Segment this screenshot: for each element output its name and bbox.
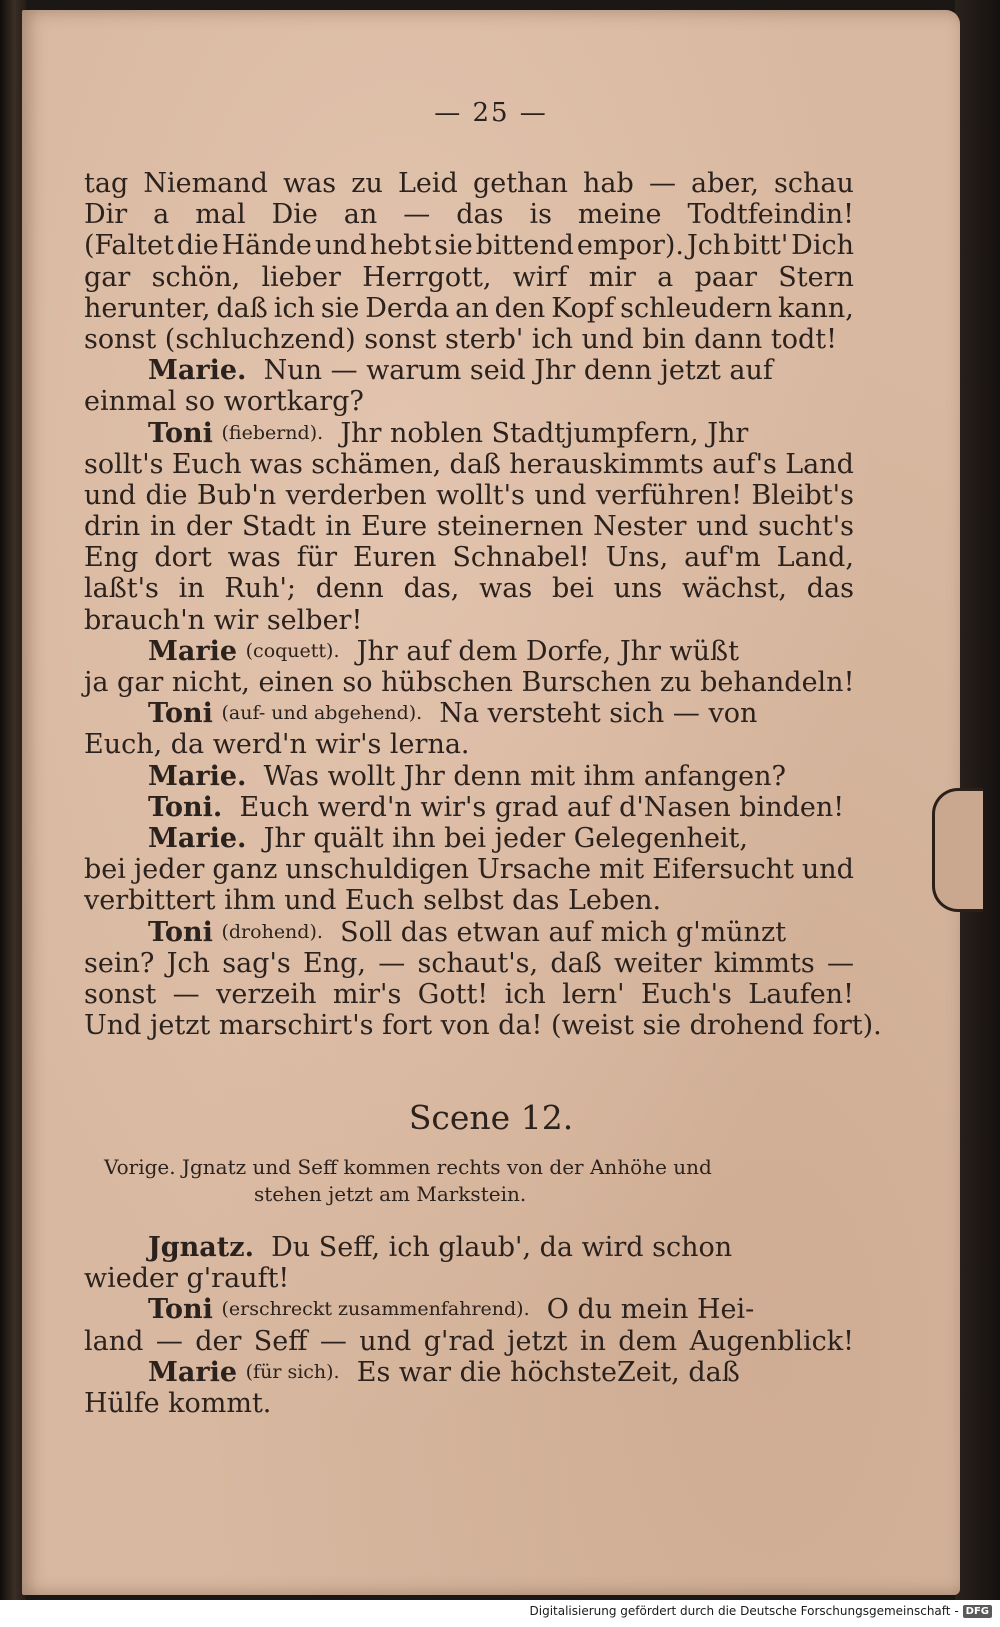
word: der xyxy=(195,1325,242,1357)
page-number: — 25 — xyxy=(434,98,548,128)
word: Dich xyxy=(791,230,854,262)
speaker-name: Marie xyxy=(148,1356,238,1388)
text-line xyxy=(84,511,854,542)
word: verderben xyxy=(285,479,427,511)
word: schau xyxy=(774,168,854,199)
word: — xyxy=(648,168,676,199)
word: Jch xyxy=(686,230,731,262)
text-line xyxy=(84,667,854,698)
word: sie xyxy=(320,292,360,324)
word: Uns, xyxy=(605,542,669,574)
speech-line xyxy=(84,698,854,729)
word: g'rad xyxy=(423,1325,495,1357)
text-line xyxy=(84,729,854,760)
word: Eng xyxy=(84,542,139,574)
word: hab xyxy=(583,168,634,199)
text-line xyxy=(84,480,854,511)
word: ganz xyxy=(212,854,278,886)
word: und xyxy=(84,479,137,511)
word: uns xyxy=(613,573,663,605)
word: in xyxy=(325,511,352,543)
word: in xyxy=(579,1325,606,1357)
scene-heading: Scene 12. xyxy=(408,1098,574,1137)
word: und xyxy=(534,479,587,511)
speaker-name: Toni xyxy=(148,916,213,948)
cast-line: stehen jetzt am Markstein. xyxy=(254,1182,527,1206)
word: Hände xyxy=(221,230,312,262)
word: herauskimmts xyxy=(509,448,704,480)
speaker-name: Marie. xyxy=(148,822,247,854)
word: lern' xyxy=(562,978,625,1010)
text-line xyxy=(84,1263,854,1294)
book-page xyxy=(22,10,960,1595)
speech-line xyxy=(84,1357,854,1388)
speaker-name: Marie. xyxy=(148,760,247,792)
word: denn xyxy=(315,573,384,605)
word: in xyxy=(178,573,205,605)
word: Land, xyxy=(776,542,854,574)
text-line xyxy=(84,199,854,230)
word: — xyxy=(378,947,406,979)
stage-direction: (drohend). xyxy=(221,920,323,943)
word: a xyxy=(657,261,674,293)
speaker-name: Toni. xyxy=(148,791,223,823)
word: mir xyxy=(588,261,636,293)
word: Stadt xyxy=(241,511,316,543)
word: Bub'n xyxy=(196,479,277,511)
word: schämen, xyxy=(311,448,442,480)
text-line xyxy=(84,1010,882,1042)
speech-text: O du mein Hei- xyxy=(546,1294,755,1326)
word: Eng, xyxy=(303,947,366,979)
speaker-name: Toni xyxy=(148,698,213,730)
text-line xyxy=(84,542,854,573)
line-text: Hülfe kommt. xyxy=(84,1387,272,1419)
word: die xyxy=(176,230,219,262)
line-text: Euch, da werd'n wir's lerna. xyxy=(84,729,470,761)
word: sie xyxy=(434,230,473,262)
word: zu xyxy=(351,168,383,199)
word: mal xyxy=(195,199,246,231)
text-line xyxy=(84,324,854,355)
word: Ursache xyxy=(477,854,592,886)
word: sag's xyxy=(222,947,291,979)
word: den xyxy=(494,292,546,324)
speaker-name: Marie xyxy=(148,635,238,667)
word: Land xyxy=(785,448,854,480)
word: Augenblick! xyxy=(689,1325,854,1357)
word: gar xyxy=(84,261,131,293)
text-line xyxy=(84,854,854,885)
stage-direction: (für sich). xyxy=(245,1360,340,1383)
speech-text: Soll das etwan auf mich g'münzt xyxy=(340,916,787,948)
word: meine xyxy=(577,199,662,231)
word: daß xyxy=(449,448,501,480)
word: Kopf xyxy=(551,292,615,324)
word: jetzt xyxy=(507,1325,568,1357)
speaker-name: Toni xyxy=(148,1294,213,1326)
text-line xyxy=(84,948,854,979)
line-text: verbittert ihm und Euch selbst das Leben. xyxy=(84,885,662,917)
word: — xyxy=(319,1325,347,1357)
line-text: einmal so wortkarg? xyxy=(84,386,364,418)
speech-text: Na versteht sich — von xyxy=(439,698,758,730)
word: Euren xyxy=(353,542,437,574)
text-line xyxy=(84,293,854,324)
word: schaut's, xyxy=(417,947,539,979)
text-line xyxy=(84,605,854,636)
word: sonst xyxy=(84,978,157,1010)
word: Schnabel! xyxy=(452,542,590,574)
speech-text: Jhr quält ihn bei jeder Gelegenheit, xyxy=(263,822,748,854)
cast-line: Vorige. Jgnatz und Seff kommen rechts von der Anhöhe und xyxy=(104,1155,712,1179)
word: bei xyxy=(84,854,126,886)
text-line xyxy=(84,1326,854,1357)
stage-direction: (auf- und abgehend). xyxy=(221,702,423,725)
stage-direction: (coquett). xyxy=(245,639,340,662)
word: Jch xyxy=(166,947,210,979)
word: sollt's xyxy=(84,448,164,480)
word: herunter, xyxy=(84,292,211,324)
word: und xyxy=(696,511,749,543)
word: drin xyxy=(84,511,141,543)
speech-line xyxy=(84,418,854,449)
word: das xyxy=(806,573,854,605)
speaker-name: Marie. xyxy=(148,355,247,387)
speech-text: Jhr noblen Stadtjumpfern, Jhr xyxy=(340,417,749,449)
text-line xyxy=(84,449,854,480)
word: für xyxy=(296,542,338,574)
word: Bleibt's xyxy=(751,479,854,511)
word: Eifersucht xyxy=(652,854,794,886)
word: in xyxy=(150,511,177,543)
speech-line xyxy=(84,636,854,667)
speech-text: Nun — warum seid Jhr denn jetzt auf xyxy=(263,355,773,387)
word: (Faltet xyxy=(84,230,174,262)
line-text: sonst (schluchzend) sonst sterb' ich und bin dann todt! xyxy=(84,323,837,355)
word: Ruh'; xyxy=(224,573,297,605)
word: Dir xyxy=(84,199,128,231)
word: land xyxy=(84,1325,144,1357)
digitization-footer xyxy=(530,1604,993,1618)
speech-line xyxy=(84,1232,854,1263)
line-text: brauch'n wir selber! xyxy=(84,604,363,636)
text-line xyxy=(84,573,854,604)
word: Leid xyxy=(398,168,458,199)
word: — xyxy=(172,978,200,1010)
page-clip-tab xyxy=(932,788,983,912)
line-text: ja gar nicht, einen so hübschen Burschen zu behandeln! xyxy=(84,667,855,698)
word: is xyxy=(529,199,552,231)
word: das, xyxy=(403,573,460,605)
word: dem xyxy=(618,1325,678,1357)
speech-line xyxy=(84,792,854,823)
word: jeder xyxy=(133,854,205,886)
word: auf's xyxy=(712,448,777,480)
word: Gott! xyxy=(417,978,489,1010)
word: schleudern xyxy=(620,292,773,324)
word: Stern xyxy=(778,261,854,293)
word: bei xyxy=(551,573,594,605)
word: Nester xyxy=(593,511,687,543)
word: ich xyxy=(273,292,315,324)
text-line xyxy=(84,262,854,293)
word: — xyxy=(155,1325,183,1357)
word: paar xyxy=(694,261,757,293)
word: steinernen xyxy=(436,511,584,543)
speech-line xyxy=(84,823,854,854)
word: Seff xyxy=(253,1325,308,1357)
text-line xyxy=(84,979,854,1010)
word: und xyxy=(359,1325,412,1357)
word: an xyxy=(455,292,489,324)
word: tag xyxy=(84,168,129,199)
text-line xyxy=(84,230,854,261)
word: bittend xyxy=(475,230,574,262)
word: mir's xyxy=(332,978,402,1010)
word: was xyxy=(249,448,303,480)
word: mit xyxy=(599,854,645,886)
word: kann, xyxy=(778,292,854,324)
speech-text: Jhr auf dem Dorfe, Jhr wüßt xyxy=(356,635,739,667)
word: Euch's xyxy=(640,978,732,1010)
word: daß xyxy=(550,947,602,979)
word: das xyxy=(456,199,504,231)
footer-credit: Digitalisierung gefördert durch die Deutsche Forschungsgemeinschaft - xyxy=(529,1604,959,1618)
stage-direction: (fiebernd). xyxy=(221,421,324,444)
word: Niemand xyxy=(143,168,268,199)
word: und xyxy=(801,854,854,886)
word: ich xyxy=(504,978,546,1010)
word: auf'm xyxy=(684,542,761,574)
word: aber, xyxy=(691,168,759,199)
word: hebt xyxy=(369,230,432,262)
word: dort xyxy=(154,542,212,574)
word: gethan xyxy=(472,168,568,199)
speech-line xyxy=(84,917,854,948)
word: der xyxy=(185,511,233,543)
word: — xyxy=(826,947,854,979)
speech-line xyxy=(84,1294,854,1325)
text-line xyxy=(84,1388,854,1419)
text-line xyxy=(84,168,854,199)
word: — xyxy=(403,199,431,231)
word: lieber xyxy=(261,261,341,293)
speech-text: Was wollt Jhr denn mit ihm anfangen? xyxy=(263,760,786,792)
body-text xyxy=(84,168,882,1042)
word: kimmts xyxy=(713,947,815,979)
line-text: Und jetzt marschirt's fort von da! (weist sie drohend fort). xyxy=(84,1010,882,1042)
speech-line xyxy=(84,355,854,386)
cast-note xyxy=(104,1154,844,1208)
speaker-name: Jgnatz. xyxy=(148,1232,254,1263)
word: bitt' xyxy=(733,230,789,262)
word: laßt's xyxy=(84,573,159,605)
word: Eure xyxy=(361,511,428,543)
word: wächst, xyxy=(681,573,787,605)
word: Laufen! xyxy=(748,978,854,1010)
word: wirf xyxy=(512,261,568,293)
word: verzeih xyxy=(216,978,317,1010)
speech-line xyxy=(84,761,854,792)
word: Herrgott, xyxy=(362,261,492,293)
word: schön, xyxy=(151,261,241,293)
text-line xyxy=(84,386,854,417)
word: was xyxy=(479,573,533,605)
word: was xyxy=(227,542,281,574)
speech-text: Es war die höchsteZeit, daß xyxy=(356,1356,740,1388)
word: Euch xyxy=(171,448,242,480)
word: an xyxy=(343,199,378,231)
word: was xyxy=(283,168,337,199)
word: sein? xyxy=(84,947,155,979)
word: Todtfeindin! xyxy=(687,199,854,231)
word: sucht's xyxy=(758,511,854,543)
word: unschuldigen xyxy=(285,854,470,886)
word: empor). xyxy=(576,230,685,262)
speaker-name: Toni xyxy=(148,417,213,449)
text-line xyxy=(84,885,854,916)
body-text-scene-12 xyxy=(84,1232,854,1419)
dfg-logo: DFG xyxy=(963,1605,992,1618)
word: verführen! xyxy=(595,479,742,511)
speech-text: Euch werd'n wir's grad auf d'Nasen binden! xyxy=(239,791,845,823)
line-text: wieder g'rauft! xyxy=(84,1263,290,1295)
word: a xyxy=(153,199,170,231)
word: wollt's xyxy=(436,479,525,511)
word: die xyxy=(145,479,188,511)
speech-text: Du Seff, ich glaub', da wird schon xyxy=(271,1232,733,1263)
word: weiter xyxy=(614,947,702,979)
word: Derda xyxy=(365,292,450,324)
word: Die xyxy=(271,199,318,231)
word: und xyxy=(314,230,367,262)
stage-direction: (erschreckt zusammenfahrend). xyxy=(221,1298,530,1321)
word: daß xyxy=(216,292,268,324)
